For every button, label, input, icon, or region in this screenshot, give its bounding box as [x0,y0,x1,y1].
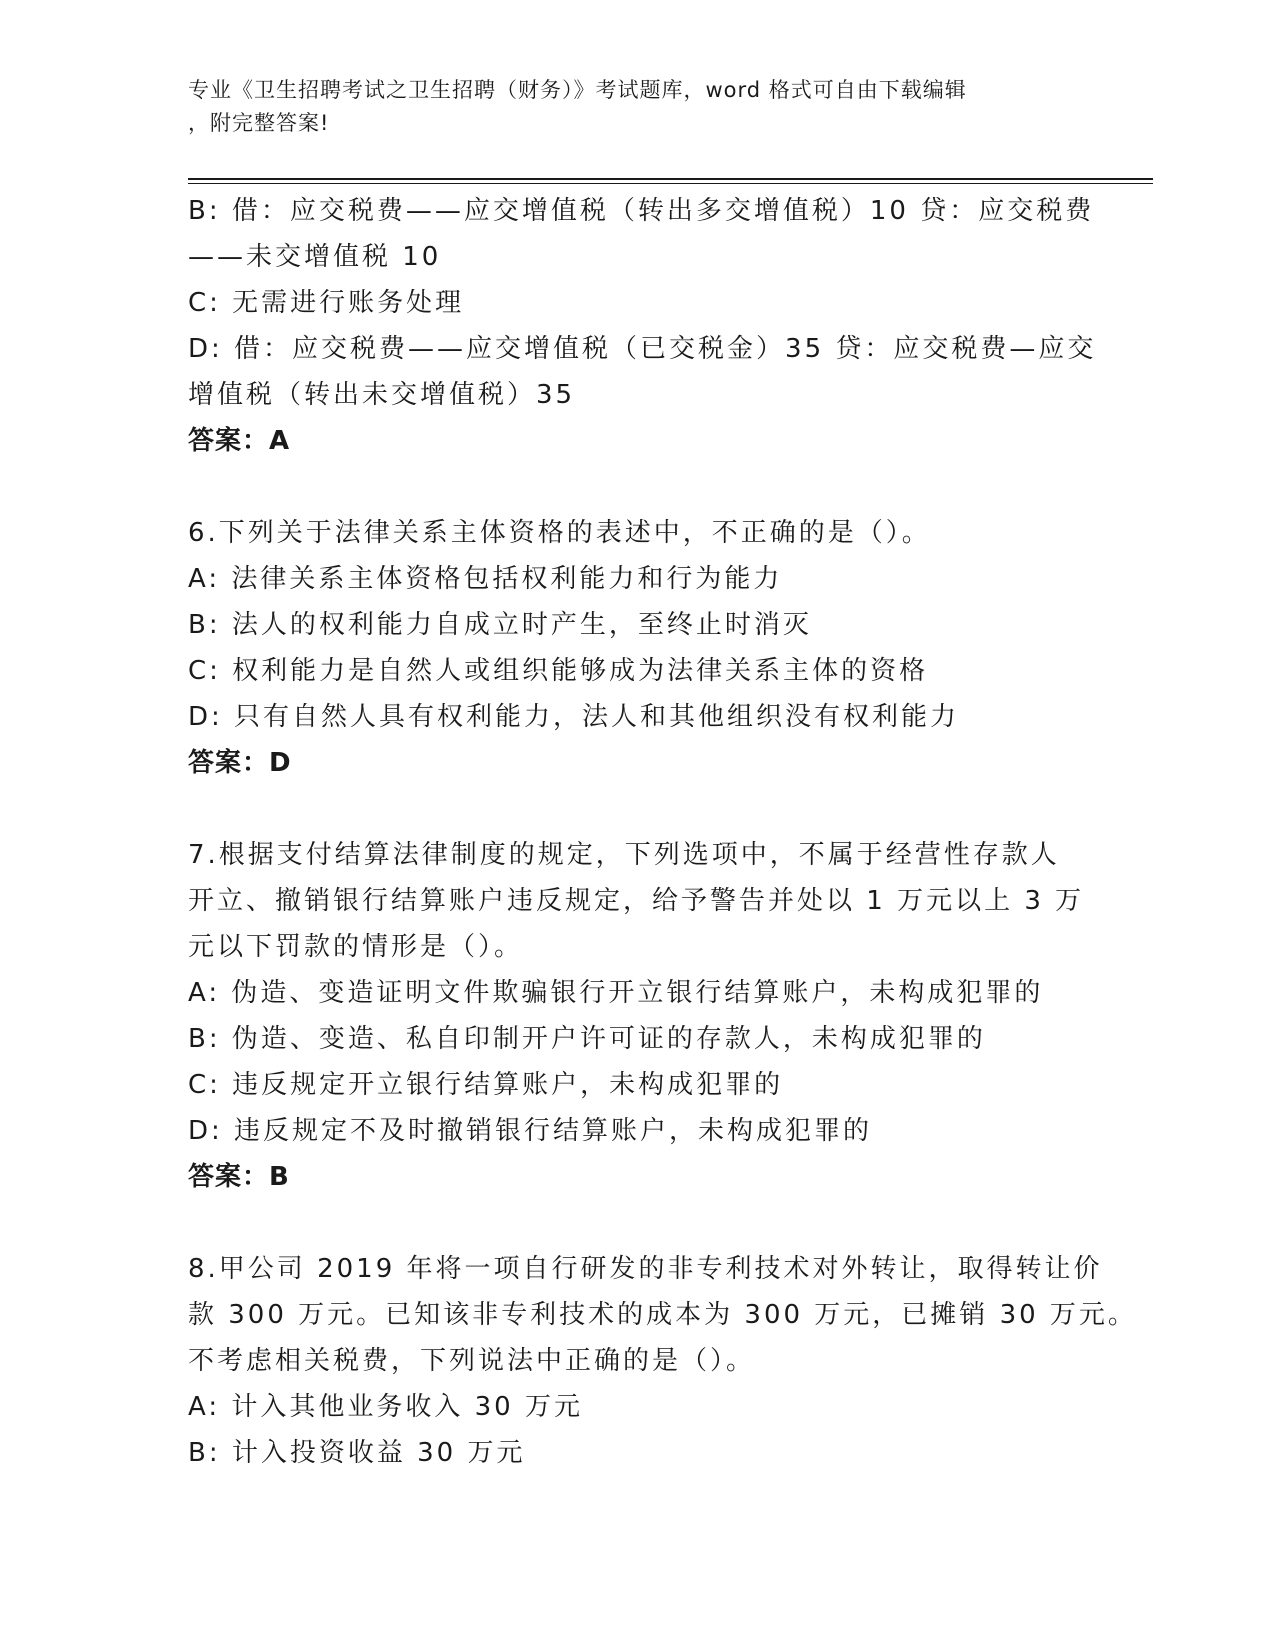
question-6 [188,510,1088,786]
spacer [188,786,1088,832]
q6-option-b: B: 法人的权利能力自成立时产生，至终止时消灭 [188,610,812,640]
q7-option-a: A: 伪造、变造证明文件欺骗银行开立银行结算账户，未构成犯罪的 [188,978,1044,1008]
q7-stem-line-1: 7.根据支付结算法律制度的规定，下列选项中，不属于经营性存款人 [188,840,1060,870]
q8-option-b: B: 计入投资收益 30 万元 [188,1438,526,1468]
q5-option-b-line-2: ——未交增值税 10 [188,242,442,272]
q5-option-d-line-1: D: 借：应交税费——应交增值税（已交税金）35 贷：应交税费—应交 [188,334,1097,364]
spacer [188,1200,1088,1246]
header-line-1: 专业《卫生招聘考试之卫生招聘（财务）》考试题库，word 格式可自由下载编辑 [188,78,967,102]
q6-option-d: D: 只有自然人具有权利能力，法人和其他组织没有权利能力 [188,702,960,732]
q6-option-c: C: 权利能力是自然人或组织能够成为法律关系主体的资格 [188,656,929,686]
q7-answer: 答案：B [188,1162,290,1192]
q5-option-b-line-1: B: 借：应交税费——应交增值税（转出多交增值税）10 贷：应交税费 [188,196,1095,226]
q8-option-a: A: 计入其他业务收入 30 万元 [188,1392,583,1422]
q8-stem-line-2: 款 300 万元。已知该非专利技术的成本为 300 万元，已摊销 30 万元。 [188,1300,1137,1330]
q7-stem-line-2: 开立、撤销银行结算账户违反规定，给予警告并处以 1 万元以上 3 万 [188,886,1085,916]
spacer [188,464,1088,510]
document-body [188,188,1137,1476]
q7-option-c: C: 违反规定开立银行结算账户，未构成犯罪的 [188,1070,784,1100]
header-line-2: ，附完整答案! [188,111,330,135]
q5-option-d-line-2: 增值税（转出未交增值税）35 [188,380,576,410]
q8-stem-line-3: 不考虑相关税费，下列说法中正确的是（）。 [188,1346,756,1376]
q7-option-d: D: 违反规定不及时撤销银行结算账户，未构成犯罪的 [188,1116,873,1146]
q7-stem-line-3: 元以下罚款的情形是（）。 [188,932,524,962]
header-divider [188,178,1153,184]
q7-option-b: B: 伪造、变造、私自印制开户许可证的存款人，未构成犯罪的 [188,1024,986,1054]
question-8 [188,1246,1137,1476]
q6-option-a: A: 法律关系主体资格包括权利能力和行为能力 [188,564,783,594]
question-7 [188,832,1088,1200]
q8-stem-line-1: 8.甲公司 2019 年将一项自行研发的非专利技术对外转让，取得转让价 [188,1254,1103,1284]
question-5-tail [188,188,1097,464]
q6-answer: 答案：D [188,748,292,778]
q6-stem: 6.下列关于法律关系主体资格的表述中，不正确的是（）。 [188,518,931,548]
document-header [188,74,1068,140]
q5-answer: 答案：A [188,426,291,456]
q5-option-c: C: 无需进行账务处理 [188,288,465,318]
